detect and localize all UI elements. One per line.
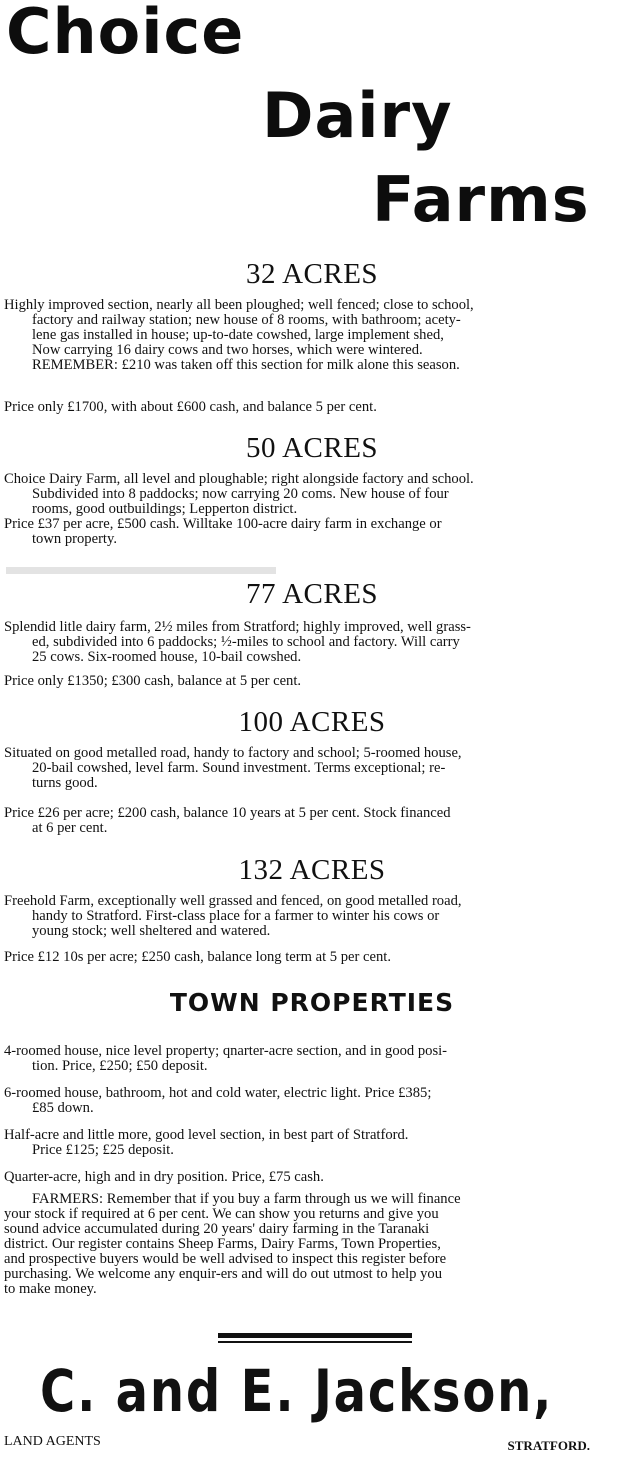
price-line: at 6 per cent. bbox=[32, 820, 108, 836]
town-properties-heading: TOWN PROPERTIES bbox=[169, 988, 455, 1017]
price-line: Price only £1700, with about £600 cash, and balance 5 per cent. bbox=[4, 399, 377, 415]
town-item-4 bbox=[4, 1170, 590, 1185]
note-line: purchasing. We welcome any enquir-ers and will do out utmost to help you bbox=[4, 1266, 443, 1282]
price-line: town property. bbox=[32, 531, 117, 547]
town-line: Half-acre and little more, good level section, in best part of Stratford. bbox=[4, 1127, 409, 1143]
body-line: young stock; well sheltered and watered. bbox=[32, 923, 271, 939]
section-50-acres-body bbox=[4, 472, 590, 547]
section-heading-77-acres: 77 ACRES bbox=[245, 578, 379, 610]
town-line: £85 down. bbox=[32, 1100, 94, 1116]
body-line: handy to Stratford. First-class place for a farmer to winter his cows or bbox=[32, 908, 440, 924]
note-line: district. Our register contains Sheep Farms, Dairy Farms, Town Properties, bbox=[4, 1236, 441, 1252]
body-line: Choice Dairy Farm, all level and ploughable; right alongside factory and school. bbox=[4, 471, 474, 487]
firm-town: STRATFORD. bbox=[507, 1438, 590, 1453]
divider-thick bbox=[218, 1333, 412, 1338]
firm-name: C. and E. Jackson, bbox=[40, 1357, 554, 1425]
town-line: tion. Price, £250; £50 deposit. bbox=[32, 1058, 208, 1074]
body-line: Now carrying 16 dairy cows and two horses, which were wintered. bbox=[32, 342, 423, 358]
note-line: FARMERS: Remember that if you buy a farm through us we will finance bbox=[32, 1191, 461, 1207]
town-line: 4-roomed house, nice level property; qnarter-acre section, and in good posi- bbox=[4, 1043, 448, 1059]
divider-thin bbox=[218, 1341, 412, 1343]
section-77-acres-price bbox=[4, 674, 590, 689]
section-132-acres-body bbox=[4, 894, 590, 939]
section-32-acres-body bbox=[4, 298, 590, 373]
price-line: Price only £1350; £300 cash, balance at 5 per cent. bbox=[4, 673, 302, 689]
body-line: turns good. bbox=[32, 775, 98, 791]
note-line: your stock if required at 6 per cent. We can show you returns and give you bbox=[4, 1206, 439, 1222]
body-line: factory and railway station; new house of 8 rooms, with bathroom; acety- bbox=[32, 312, 461, 328]
town-line: 6-roomed house, bathroom, hot and cold water, electric light. Price £385; bbox=[4, 1085, 432, 1101]
price-line: Price £12 10s per acre; £250 cash, balance long term at 5 per cent. bbox=[4, 949, 391, 965]
body-line: Freehold Farm, exceptionally well grassed and fenced, on good metalled road, bbox=[4, 893, 462, 909]
headline-farms: Farms bbox=[372, 163, 590, 236]
town-item-2 bbox=[4, 1086, 590, 1116]
body-line: ed, subdivided into 6 paddocks; ½-miles to school and factory. Will carry bbox=[32, 634, 460, 650]
town-item-3 bbox=[4, 1128, 590, 1158]
section-heading-100-acres: 100 ACRES bbox=[238, 706, 386, 738]
section-100-acres-body bbox=[4, 746, 590, 791]
headline-choice: Choice bbox=[6, 0, 245, 68]
headline-dairy: Dairy bbox=[262, 79, 453, 152]
body-line: 25 cows. Six-roomed house, 10-bail cowshed. bbox=[32, 649, 302, 665]
body-line: lene gas installed in house; up-to-date cowshed, large implement shed, bbox=[32, 327, 444, 343]
body-line: Subdivided into 8 paddocks; now carrying 20 coms. New house of four bbox=[32, 486, 449, 502]
price-line: Price £26 per acre; £200 cash, balance 10 years at 5 per cent. Stock financed bbox=[4, 805, 451, 821]
print-blemish bbox=[6, 567, 276, 574]
body-line: 20-bail cowshed, level farm. Sound investment. Terms exceptional; re- bbox=[32, 760, 446, 776]
section-32-acres-price bbox=[4, 400, 590, 415]
note-line: to make money. bbox=[4, 1281, 97, 1297]
note-line: and prospective buyers would be well advised to inspect this register before bbox=[4, 1251, 447, 1267]
body-line: REMEMBER: £210 was taken off this section for milk alone this season. bbox=[32, 357, 460, 373]
body-line: Splendid litle dairy farm, 2½ miles from Stratford; highly improved, well grass- bbox=[4, 619, 471, 635]
body-line: rooms, good outbuildings; Lepperton district. bbox=[32, 501, 298, 517]
section-heading-50-acres: 50 ACRES bbox=[245, 432, 379, 464]
section-100-acres-price bbox=[4, 806, 590, 836]
firm-role: LAND AGENTS bbox=[4, 1434, 101, 1449]
section-77-acres-body bbox=[4, 620, 590, 665]
town-item-1 bbox=[4, 1044, 590, 1074]
body-line: Situated on good metalled road, handy to factory and school; 5-roomed house, bbox=[4, 745, 462, 761]
body-line: Highly improved section, nearly all been ploughed; well fenced; close to school, bbox=[4, 297, 474, 313]
section-heading-32-acres: 32 ACRES bbox=[245, 258, 379, 290]
town-line: Price £125; £25 deposit. bbox=[32, 1142, 174, 1158]
town-line: Quarter-acre, high and in dry position. Price, £75 cash. bbox=[4, 1169, 324, 1185]
section-132-acres-price bbox=[4, 950, 590, 965]
section-heading-132-acres: 132 ACRES bbox=[238, 854, 386, 886]
price-line: Price £37 per acre, £500 cash. Willtake 100-acre dairy farm in exchange or bbox=[4, 516, 442, 532]
note-line: sound advice accumulated during 20 years' dairy farming in the Taranaki bbox=[4, 1221, 430, 1237]
farmers-note bbox=[4, 1192, 590, 1297]
